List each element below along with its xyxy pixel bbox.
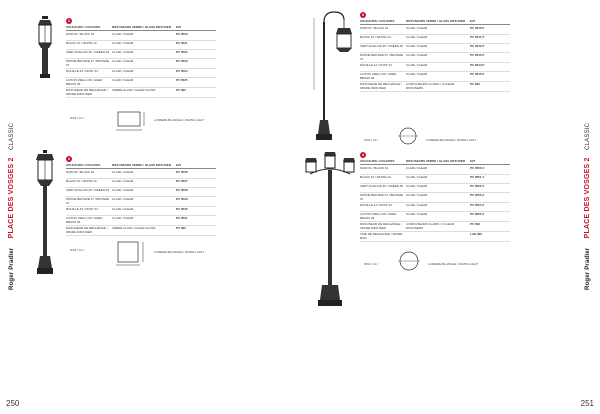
page-number: 251 (580, 399, 594, 408)
cell-diffuser: CLAIR / CLEAR (112, 50, 134, 55)
cell-ref: PV 0555 3 (470, 212, 485, 217)
table-header (66, 26, 216, 31)
cell-colour: VERT ANGLAIS 45 / GREEN 45 (360, 44, 404, 49)
table-row (66, 188, 216, 197)
cell-colour: ROUILLE 44 / RUST 44 (66, 69, 98, 74)
cell-colour: NOIR 01 / BLACK 01 (66, 32, 95, 37)
table-row (360, 63, 510, 72)
product-badge: 4 (361, 152, 365, 157)
left-spine (8, 10, 18, 290)
light-note: LUMIERE BLANCHE / WHITE LIGHT (154, 250, 205, 254)
cell-colour: BLANC 10 / WHITE 10 (66, 179, 97, 184)
cell-ref: PV 0522 (176, 50, 188, 55)
ip-rating: IP44 / CL I (70, 116, 85, 120)
table-row (360, 222, 510, 232)
table-row (66, 170, 216, 179)
dimension-drawing (396, 122, 424, 150)
candelabra-drawing (304, 150, 356, 310)
table-row (66, 32, 216, 41)
cell-ref: PV 0553 3 (470, 193, 485, 198)
cell-ref: PV 0541 P (470, 35, 485, 40)
cell-ref: PV 0524 (176, 69, 188, 74)
table-row (360, 175, 510, 184)
crosier-lantern-drawing (304, 10, 356, 145)
table-row (360, 53, 510, 63)
table-row (360, 82, 510, 92)
cell-colour: LAITON VIEILLI 06 / AGED BRASS 06 (360, 212, 397, 220)
dimension-drawing (114, 236, 150, 268)
cell-colour: BLANC 10 / WHITE 10 (360, 35, 391, 40)
cell-colour: ROUILLE 44 / RUST 44 (360, 203, 392, 208)
table-row (360, 232, 510, 242)
cell-ref: PV 0528 (176, 188, 188, 193)
table-row (66, 41, 216, 50)
cell-diffuser: CLAIR / CLEAR (112, 170, 134, 175)
cell-diffuser: CLAIR / CLEAR (112, 179, 134, 184)
cell-colour: LAITON VIEILLI 06 / AGED BRASS 06 (66, 216, 103, 224)
page-number: 250 (6, 399, 20, 408)
cell-ref: PV 092 (176, 226, 186, 231)
table-row (66, 69, 216, 78)
cell-ref: LAD 090 (470, 232, 483, 237)
cell-ref: PV 0523 (176, 59, 188, 64)
cell-colour: BLANC 10 / WHITE 10 (360, 175, 391, 180)
header-socket: E27 (470, 159, 476, 163)
product-block-2 (30, 150, 290, 280)
table-header (360, 160, 510, 165)
light-note: LUMIERE BLANCHE / WHITE LIGHT (426, 138, 477, 142)
cell-diffuser: VERRE CLAIR / CLEAR GLASS (112, 88, 156, 93)
cell-colour: PATINE BRONZE 37 / BRONZE 37 (360, 53, 403, 61)
cell-colour: DIFFUSEUR DE RECHANGE / SPARE DIFFUSER (66, 226, 108, 234)
cell-ref: PV 0526 (176, 170, 188, 175)
cell-diffuser: CLAIR / CLEAR (112, 41, 134, 46)
cell-ref: PV 0530 (176, 207, 188, 212)
table-row (66, 226, 216, 236)
cell-ref: PV 0529 (176, 197, 188, 202)
header-colours: COULEURS / COLOURS (66, 163, 101, 167)
spine-family: CLASSIC (585, 122, 591, 150)
cell-colour: BLANC 10 / WHITE 10 (66, 41, 97, 46)
cell-diffuser: CLAIR / CLEAR (406, 175, 428, 180)
spine-family: CLASSIC (9, 122, 15, 150)
header-diffuser: DIFFUSEURS VERRE / GLASS DIFFUSER (406, 19, 466, 23)
cell-colour: PATINE BRONZE 37 / BRONZE 37 (360, 193, 403, 201)
cell-ref: PV 0540 P (470, 26, 485, 31)
cell-ref: PV 093 (470, 82, 480, 87)
cell-diffuser (406, 233, 470, 240)
cell-ref: PV 0531 (176, 216, 188, 221)
spine-collection: PLACE DES VOSGES 2 (8, 157, 15, 239)
table-row (360, 203, 510, 212)
cell-diffuser: CLAIR / CLEAR (406, 35, 428, 40)
light-note: LUMIERE BLANCHE / WHITE LIGHT (154, 118, 205, 122)
spine-brand: Roger Pradier (585, 247, 591, 290)
cell-colour: NOIR 01 / BLACK 01 (66, 170, 95, 175)
table-row (66, 59, 216, 69)
dimension-drawing (396, 246, 426, 276)
cell-diffuser: CLAIR / CLEAR (112, 59, 134, 64)
cell-colour: DIFFUSEUR DE RECHANGE / SPARE DIFFUSER (66, 88, 108, 96)
product-badge: 1 (67, 18, 71, 23)
cell-diffuser: CLAIR / CLEAR (112, 188, 134, 193)
reference-table (360, 20, 510, 92)
table-row (360, 193, 510, 203)
right-spine (584, 10, 594, 290)
cell-diffuser: CLAIR / CLEAR (406, 53, 428, 58)
cell-colour: VERT ANGLAIS 45 / GREEN 45 (66, 188, 110, 193)
cell-diffuser: VERRE CLAIR / CLEAR GLASS (112, 226, 156, 231)
cell-colour: NOIR 01 / BLACK 01 (360, 166, 389, 171)
cell-ref: PV 093 (470, 222, 480, 227)
product-block-3 (300, 10, 580, 145)
product-badge: 3 (361, 12, 365, 17)
table-row (66, 78, 216, 88)
header-diffuser: DIFFUSEURS VERRE / GLASS DIFFUSER (112, 25, 172, 29)
cell-ref: PV 0521 (176, 41, 188, 46)
ip-rating: IP44 / CL I (364, 138, 379, 142)
cell-ref: PV 0551 3 (470, 175, 485, 180)
cell-colour: DIFFUSEUR DE RECHANGE / SPARE DIFFUSER (360, 82, 402, 90)
cell-colour: LAITON VIEILLI 06 / AGED BRASS 06 (360, 72, 397, 80)
cell-colour: ROUILLE 44 / RUST 44 (66, 207, 98, 212)
cell-diffuser: CLAIR / CLEAR (406, 193, 428, 198)
cell-colour: PATINE BRONZE 37 / BRONZE 37 (66, 59, 109, 67)
spine-brand: Roger Pradier (9, 247, 15, 290)
table-row (66, 216, 216, 226)
cell-ref: PV 0543 P (470, 53, 485, 58)
cell-diffuser: CLAIR / CLEAR (112, 69, 134, 74)
header-socket: E27 (176, 25, 182, 29)
spine-collection: PLACE DES VOSGES 2 (584, 157, 591, 239)
table-row (360, 26, 510, 35)
reference-table (66, 164, 216, 236)
cell-colour: VERT ANGLAIS 45 / GREEN 45 (360, 184, 404, 189)
cell-diffuser: CLAIR / CLEAR (112, 207, 134, 212)
table-row (66, 197, 216, 207)
cell-colour: TIGE DE RECHANGE / SPARE ROD (360, 232, 403, 240)
wall-lantern-drawing (32, 14, 58, 84)
cell-ref: PV 0527 (176, 179, 188, 184)
cell-colour: NOIR 01 / BLACK 01 (360, 26, 389, 31)
table-row (66, 179, 216, 188)
header-colours: COULEURS / COLOURS (360, 159, 395, 163)
table-row (360, 72, 510, 82)
table-row (360, 212, 510, 222)
ip-rating: IP44 / CL I (70, 248, 85, 252)
cell-diffuser: CLAIR / CLEAR (112, 197, 134, 202)
table-header (66, 164, 216, 169)
cell-ref: PV 0525 (176, 78, 188, 83)
product-block-4 (300, 150, 580, 310)
cell-diffuser: CLAIR / CLEAR (406, 166, 428, 171)
product-badge: 2 (67, 156, 71, 161)
cell-ref: PV 0520 (176, 32, 188, 37)
header-colours: COULEURS / COLOURS (360, 19, 395, 23)
header-colours: COULEURS / COLOURS (66, 25, 101, 29)
table-row (360, 35, 510, 44)
header-diffuser: DIFFUSEURS VERRE / GLASS DIFFUSER (112, 163, 172, 167)
cell-diffuser: CLAIR / CLEAR (406, 63, 428, 68)
cell-ref: PV 0554 3 (470, 203, 485, 208)
cell-diffuser: CLAIR / CLEAR (406, 44, 428, 49)
cell-colour: ROUILLE 44 / RUST 44 (360, 63, 392, 68)
cell-diffuser: CLAIR / CLEAR (406, 212, 428, 217)
product-block-1 (30, 14, 290, 140)
header-socket: E27 (176, 163, 182, 167)
cell-ref: PV 0550 3 (470, 166, 485, 171)
cell-diffuser: CLAIR / CLEAR (112, 78, 134, 83)
table-row (66, 207, 216, 216)
post-lantern-drawing (32, 150, 58, 280)
cell-ref: PV 0552 3 (470, 184, 485, 189)
dimension-drawing (114, 106, 150, 136)
table-row (360, 166, 510, 175)
cell-ref: PV 092 (176, 88, 186, 93)
cell-diffuser: CLAIR / CLEAR (406, 203, 428, 208)
table-header (360, 20, 510, 25)
cell-diffuser: CLAIR / CLEAR (406, 184, 428, 189)
cell-diffuser: 4 DIFFUSEURS CLAIRS / 4 CLEAR DIFFUSERS (406, 82, 455, 90)
cell-diffuser: CLAIR / CLEAR (406, 26, 428, 31)
light-note: LUMIERE BLANCHE / WHITE LIGHT (428, 262, 479, 266)
cell-diffuser: CLAIR / CLEAR (112, 32, 134, 37)
table-row (360, 44, 510, 53)
table-row (360, 184, 510, 193)
cell-ref: PV 0544 P (470, 63, 485, 68)
ip-rating: IP44 / CL I (364, 262, 379, 266)
table-row (66, 50, 216, 59)
reference-table (360, 160, 510, 242)
reference-table (66, 26, 216, 98)
cell-ref: PV 0542 P (470, 44, 485, 49)
table-row (66, 88, 216, 98)
header-socket: E27 (470, 19, 476, 23)
cell-diffuser: CLAIR / CLEAR (406, 72, 428, 77)
right-page (300, 0, 600, 414)
cell-ref: PV 0545 P (470, 72, 485, 77)
cell-colour: LAITON VIEILLI 06 / AGED BRASS 06 (66, 78, 103, 86)
cell-colour: DIFFUSEUR DE RECHANGE / SPARE DIFFUSER (360, 222, 402, 230)
cell-colour: VERT ANGLAIS 45 / GREEN 45 (66, 50, 110, 55)
cell-diffuser: CLAIR / CLEAR (112, 216, 134, 221)
cell-colour: PATINE BRONZE 37 / BRONZE 37 (66, 197, 109, 205)
header-diffuser: DIFFUSEURS VERRE / GLASS DIFFUSER (406, 159, 466, 163)
cell-diffuser: 4 DIFFUSEURS CLAIRS / 4 CLEAR DIFFUSERS (406, 222, 455, 230)
